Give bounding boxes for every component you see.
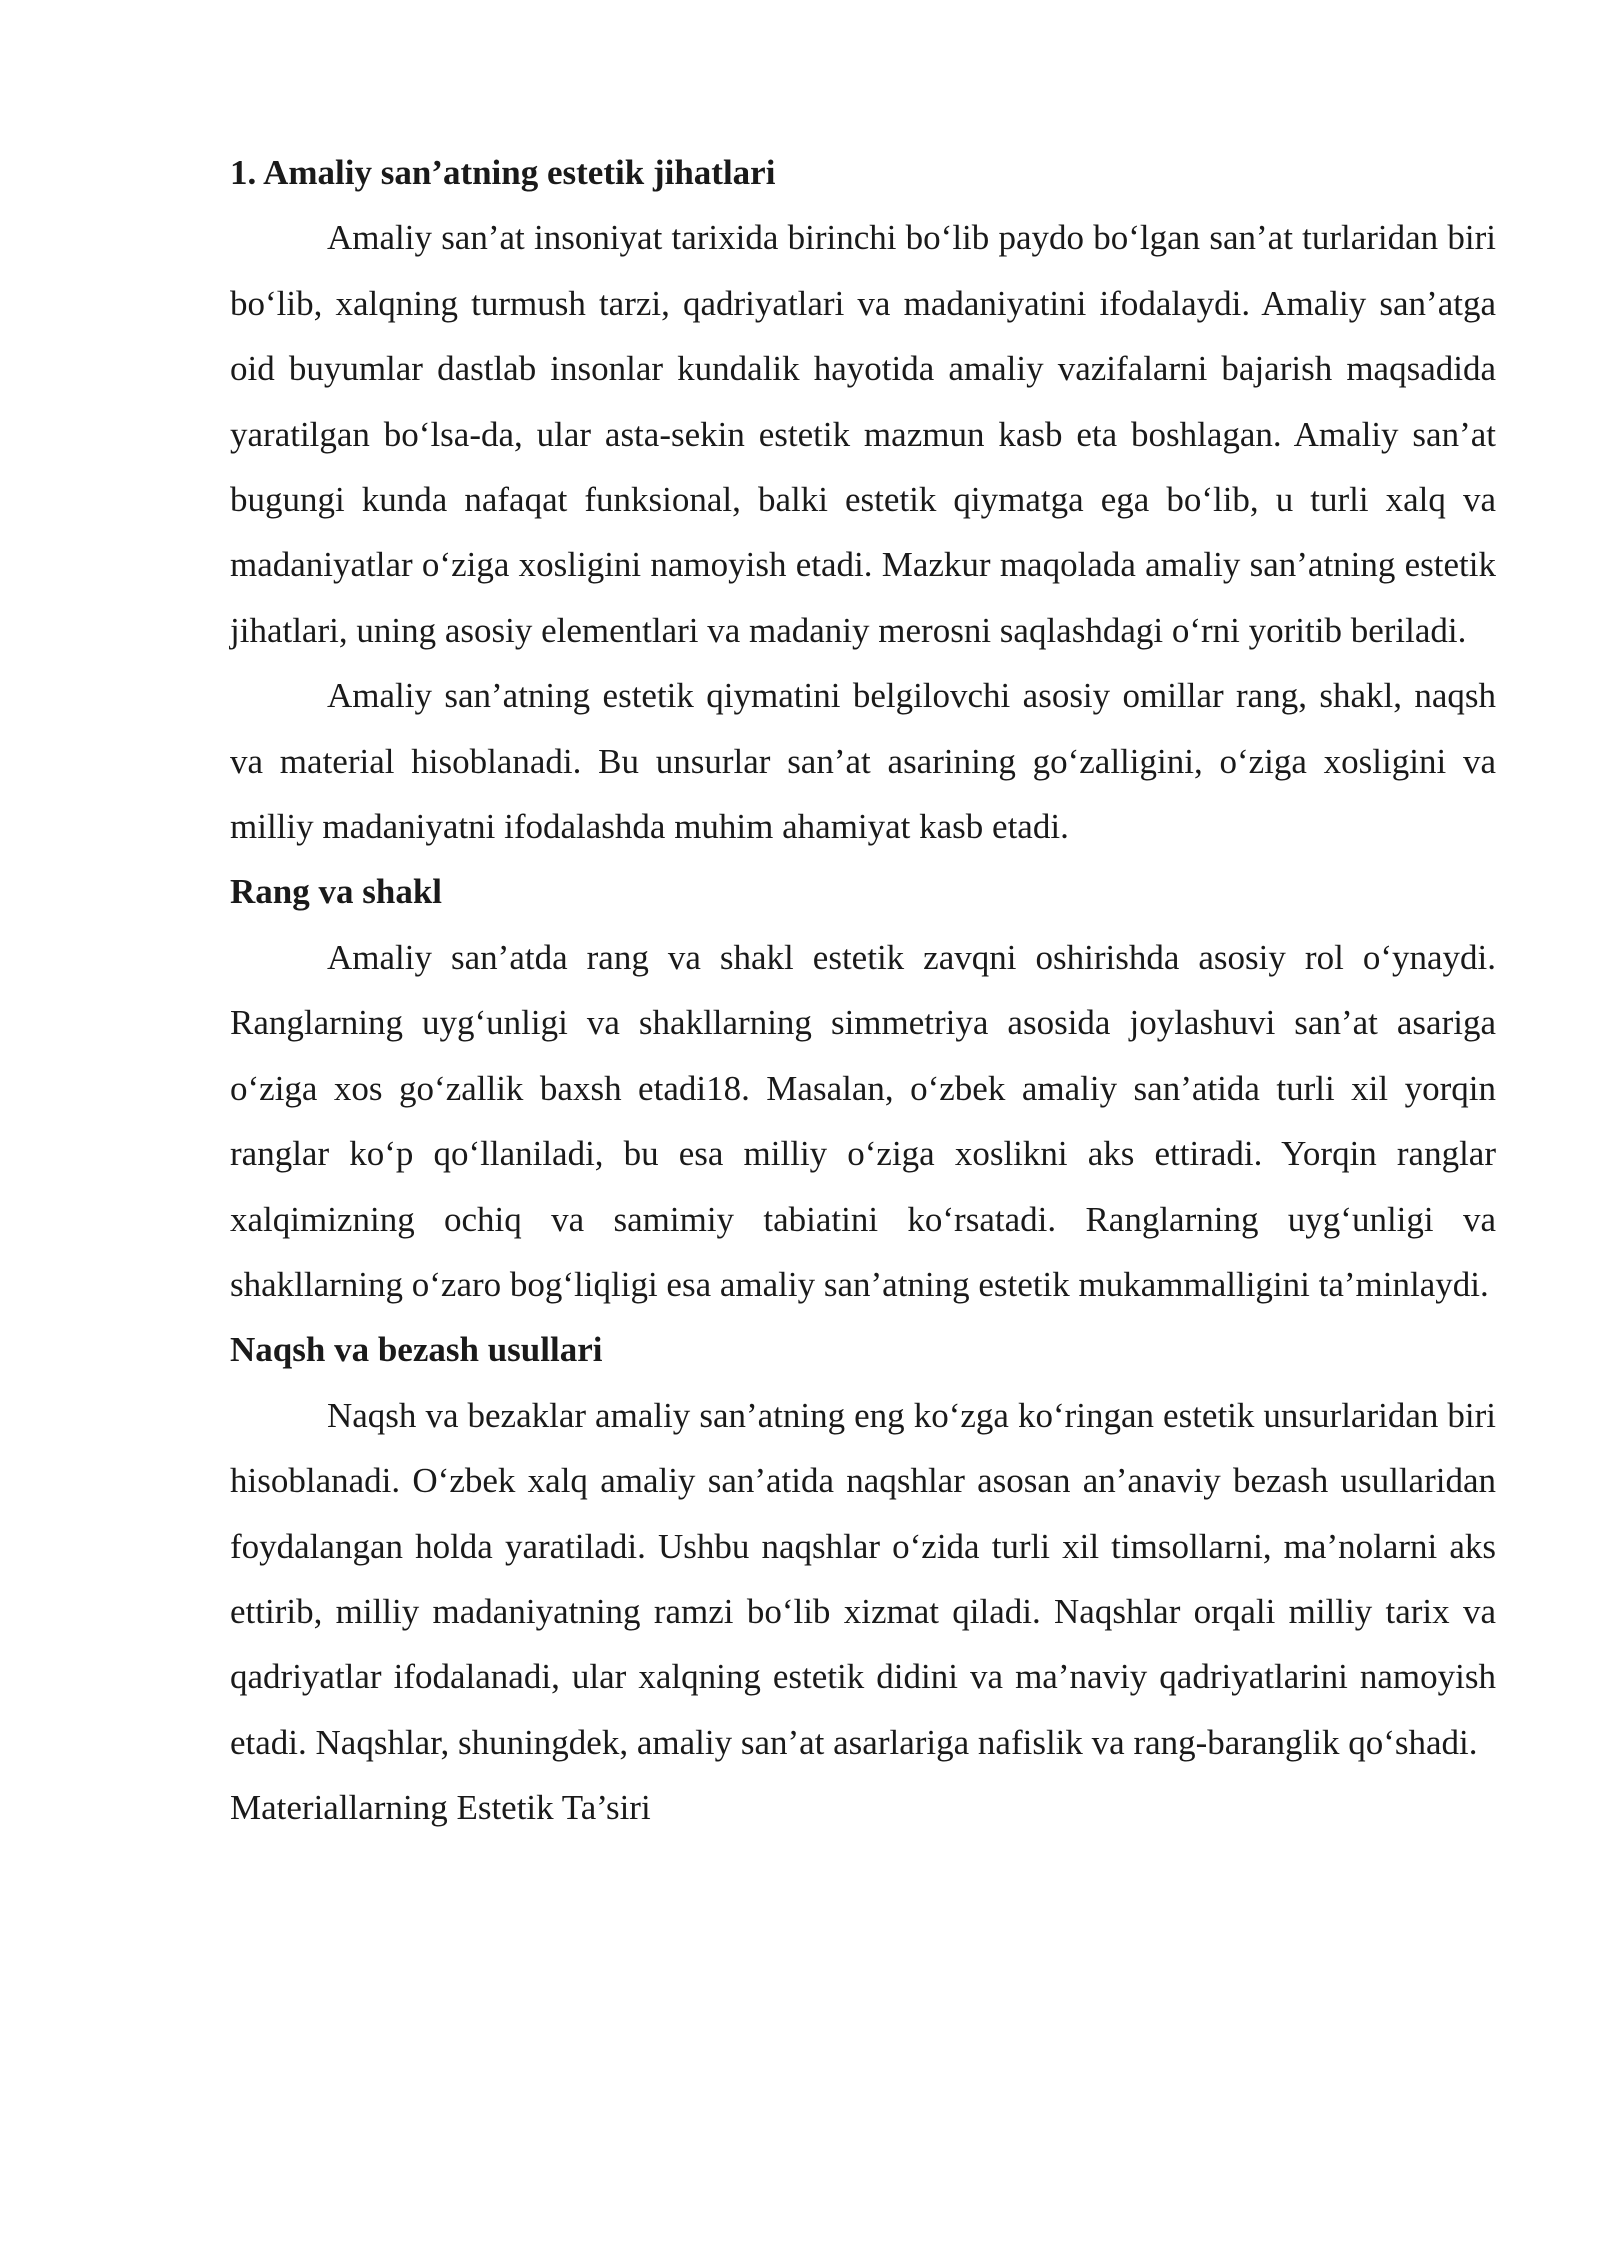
subheading-ornament: Naqsh va bezash usullari: [230, 1330, 603, 1370]
subheading-materials: Materiallarning Estetik Ta’siri: [230, 1788, 651, 1828]
subheading-color-shape: Rang va shakl: [230, 872, 443, 912]
ornament-paragraph: Naqsh va bezaklar amaliy san’atning eng ko‘zga ko‘ringan estetik unsurlaridan biri hisoblanadi. O‘zbek xalq amaliy san’atida naqshlar asosan an’anaviy bezash usullaridan foydalangan holda yaratiladi. Ushbu naqshlar o‘zida turli xil timsollarni, ma’nolarni aks ettirib, milliy madaniyatning ramzi bo‘lib xizmat qiladi. Naqshlar orqali milliy tarix va qadriyatlar ifodalanadi, ular xalqning estetik didini va ma’naviy qadriyatlarini namoyish etadi. Naqshlar, shuningdek, amaliy san’at asarlariga nafislik va rang-baranglik qo‘shadi.: [230, 1395, 1496, 1762]
section-title: 1. Amaliy san’atning estetik jihatlari: [230, 153, 776, 192]
intro-paragraph-2: Amaliy san’atning estetik qiymatini belgilovchi asosiy omillar rang, shakl, naqsh va material hisoblanadi. Bu unsurlar san’at asarining go‘zalligini, o‘ziga xosligini va milliy madaniyatni ifodalashda muhim ahamiyat kasb etadi.: [230, 676, 1496, 847]
color-shape-paragraph: Amaliy san’atda rang va shakl estetik zavqni oshirishda asosiy rol o‘ynaydi. Ranglarning uyg‘unligi va shakllarning simmetriya asosida joylashuvi san’at asariga o‘ziga xos go‘zallik baxsh etadi18. Masalan, o‘zbek amaliy san’atida turli xil yorqin ranglar ko‘p qo‘llaniladi, bu esa milliy o‘ziga xoslikni aks ettiradi. Yorqin ranglar xalqimizning ochiq va samimiy tabiatini ko‘rsatadi. Ranglarning uyg‘unligi va shakllarning o‘zaro bog‘liqligi esa amaliy san’atning estetik mukammalligini ta’minlaydi.: [230, 937, 1496, 1304]
intro-paragraph-1: Amaliy san’at insoniyat tarixida birinchi bo‘lib paydo bo‘lgan san’at turlaridan biri bo‘lib, xalqning turmush tarzi, qadriyatlari va madaniyatini ifodalaydi. Amaliy san’atga oid buyumlar dastlab insonlar kundalik hayotida amaliy vazifalarni bajarish maqsadida yaratilgan bo‘lsa-da, ular asta-sekin estetik mazmun kasb eta boshlagan. Amaliy san’at bugungi kunda nafaqat funksional, balki estetik qiymatga ega bo‘lib, u turli xalq va madaniyatlar o‘ziga xosligini namoyish etadi. Mazkur maqolada amaliy san’atning estetik jihatlari, uning asosiy elementlari va madaniy merosni saqlashdagi o‘rni yoritib beriladi.: [230, 218, 1496, 650]
document-page: [230, 140, 1496, 1841]
